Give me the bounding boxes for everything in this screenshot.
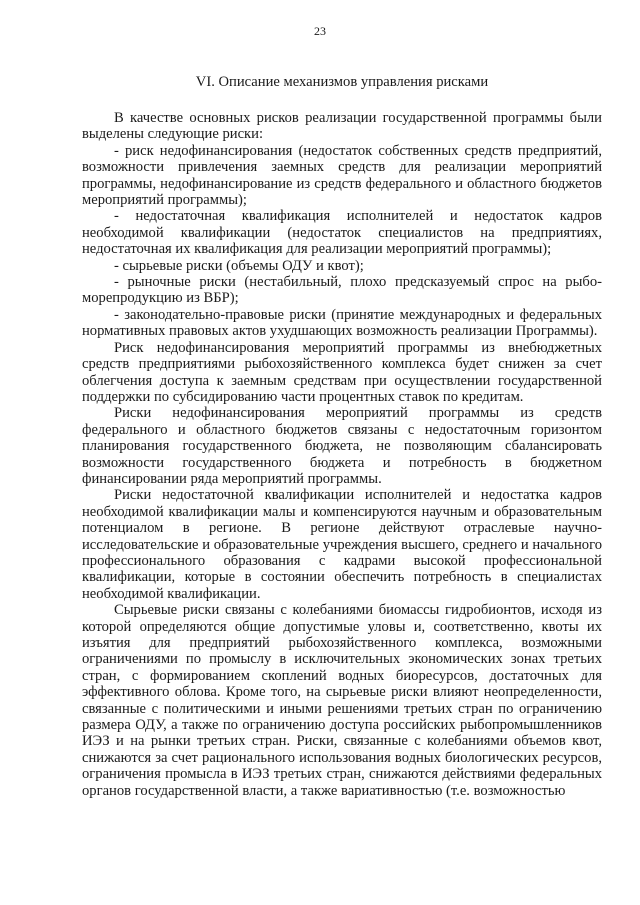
paragraph-intro: В качестве основных рисков реализации государственной программы были выделены следующие риски: xyxy=(82,110,602,143)
list-item-qualification-risk: - недостаточная квалификация исполнителей и недостаток кадров необходимой квалификации (недостаток специалистов на предприятиях, недостаточная их квалификация для реализации мероприятий программы); xyxy=(82,208,602,258)
paragraph-budget-risk: Риски недофинансирования мероприятий программы из средств федерального и областного бюджетов связаны с недостаточным горизонтом планирования государственного бюджета, не позволяющим сбалансировать возможности государственного бюджета и потребность в бюджетном финансировании ряда мероприятий программы. xyxy=(82,405,602,487)
list-item-market-risk: - рыночные риски (нестабильный, плохо предсказуемый спрос на рыбо-морепродукцию из ВБР); xyxy=(82,274,602,307)
section-title: VI. Описание механизмов управления рисками xyxy=(195,74,489,90)
list-item-raw-material-risk: - сырьевые риски (объемы ОДУ и квот); xyxy=(114,257,364,274)
paragraph-extrabudgetary-risk: Риск недофинансирования мероприятий программы из внебюджетных средств предприятиями рыбохозяйственного комплекса будет снижен за счет облегчения доступа к заемным средствам при осуществлении государственной поддержки по субсидированию части процентных ставок по кредитам. xyxy=(82,339,602,405)
paragraph-raw-material-risk: Сырьевые риски связаны с колебаниями биомассы гидробионтов, исходя из которой определяются общие допустимые уловы и, соответственно, квоты их изъятия для предприятий рыбохозяйственного комплекса, возможными ограничениями по промыслу в исключительных экономических зонах третьих стран, с формированием скоплений водных биоресурсов, достаточных для эффективного облова. Кроме того, на сырьевые риски влияют неопределенности, связанные с политическими и иными решениями третьих стран по ограничению размера ОДУ, а также по ограничению доступа российских рыбопромышленников ИЭЗ и на рынки третьих стран. Риски, связанные с колебаниями объемов квот, снижаются за счет рационального использования водных биологических ресурсов, ограничения промысла в ИЭЗ третьих стран, снижаются действиями федеральных органов государственной власти, а также вариативностью (т.е. возможностью xyxy=(82,602,602,799)
list-item-legal-risk: - законодательно-правовые риски (принятие международных и федеральных нормативных правовых актов ухудшающих возможность реализации Программы). xyxy=(82,306,602,340)
paragraph-qualification-risk: Риски недостаточной квалификации исполнителей и недостатка кадров необходимой квалификации малы и компенсируются научным и образовательным потенциалом в регионе. В регионе действуют отраслевые научно-исследовательские и образовательные учреждения высшего, среднего и начального профессионального образования с кадрами высокой профессиональной квалификации, которые в состоянии обеспечить потребность в специалистах необходимой квалификации. xyxy=(82,487,602,602)
list-item-underfunding-risk: - риск недофинансирования (недостаток собственных средств предприятий, возможности привлечения заемных средств для реализации мероприятий программы, недофинансирование из средств федерального и областного бюджетов мероприятий программы); xyxy=(82,142,602,209)
document-body xyxy=(82,110,602,799)
page-number: 23 xyxy=(314,24,326,38)
